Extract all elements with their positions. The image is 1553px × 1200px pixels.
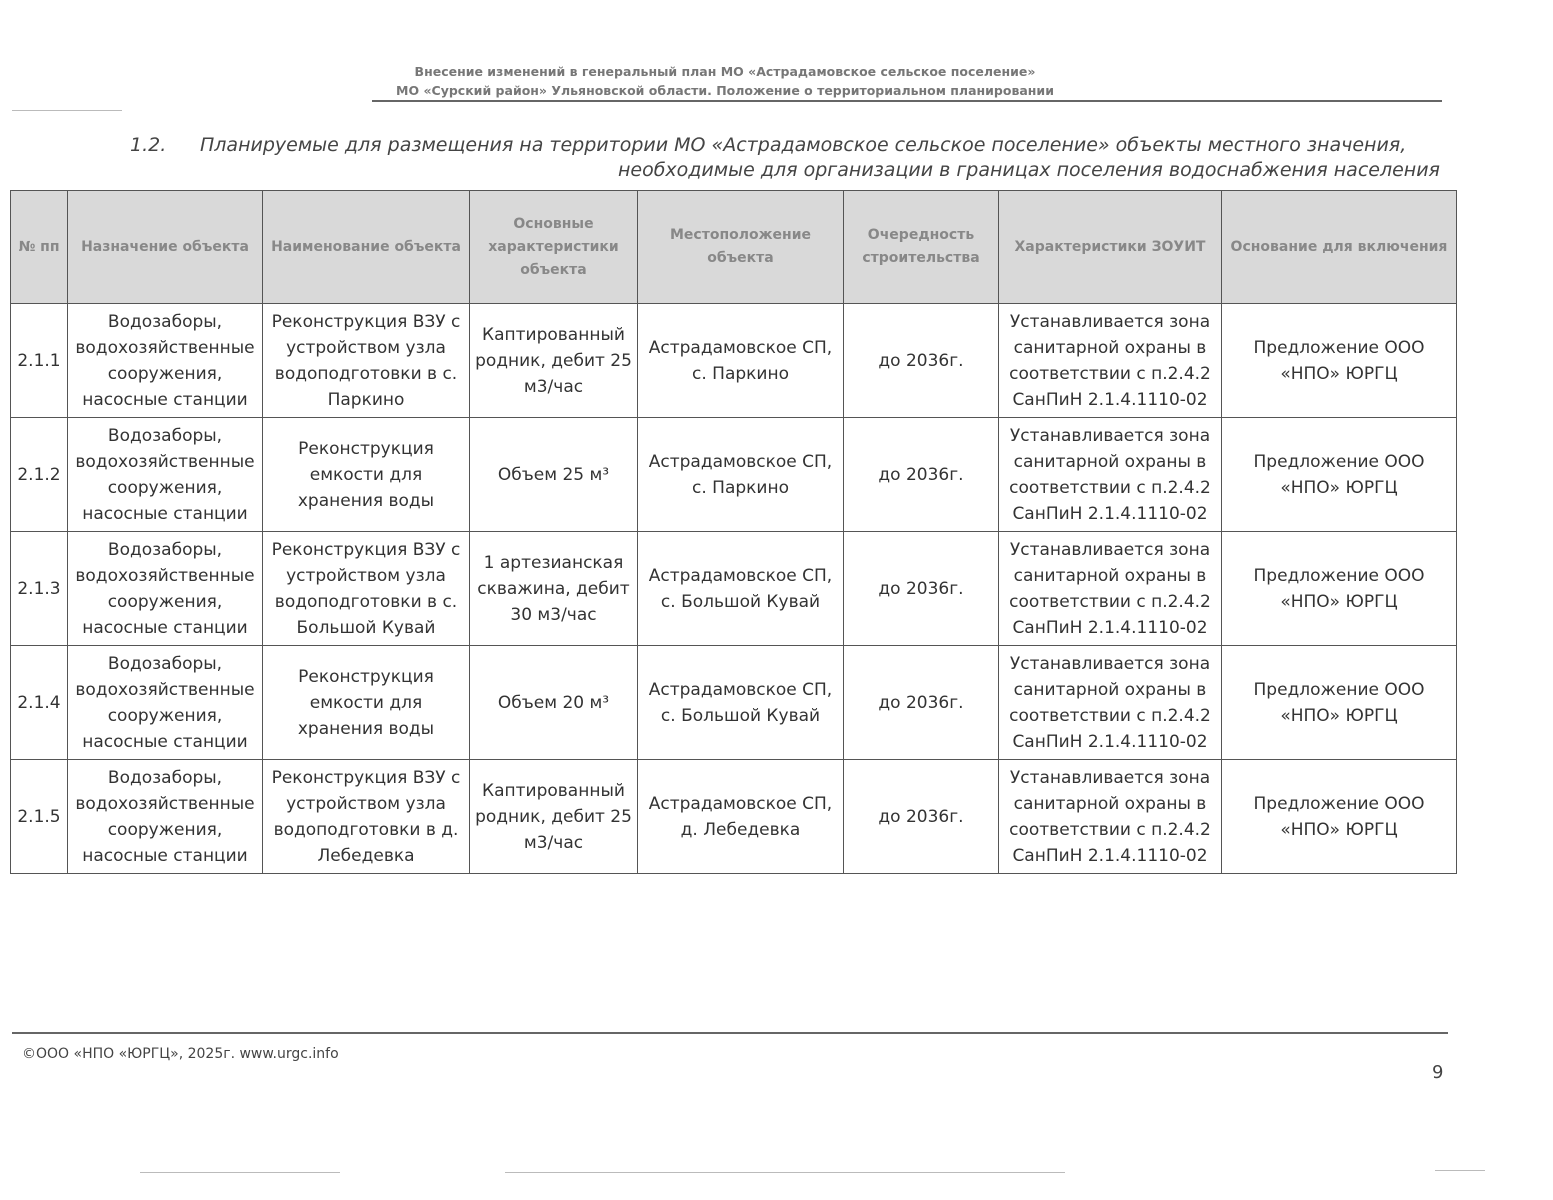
cell-num: 2.1.4	[11, 646, 68, 760]
cell-name: Реконструкция емкости для хранения воды	[263, 646, 470, 760]
cell-characteristics: 1 артезианская скважина, дебит 30 м3/час	[470, 532, 638, 646]
page-number: 9	[1432, 1062, 1444, 1083]
section-title	[130, 133, 1440, 183]
header-num: № пп	[11, 191, 68, 304]
section-title-line-2: необходимые для организации в границах поселения водоснабжения населения	[617, 159, 1440, 181]
header-line-1: Внесение изменений в генеральный план МО «Астрадамовское сельское поселение»	[414, 64, 1036, 79]
table-row	[11, 304, 1457, 418]
cell-name: Реконструкция ВЗУ с устройством узла водоподготовки в д. Лебедевка	[263, 760, 470, 874]
cell-characteristics: Каптированный родник, дебит 25 м3/час	[470, 304, 638, 418]
cell-characteristics: Объем 25 м³	[470, 418, 638, 532]
cell-purpose: Водозаборы, водохозяйственные сооружения, насосные станции	[68, 304, 263, 418]
header-location: Местоположение объекта	[638, 191, 844, 304]
cell-zouit: Устанавливается зона санитарной охраны в соответствии с п.2.4.2 СанПиН 2.1.4.1110-02	[999, 532, 1222, 646]
cell-zouit: Устанавливается зона санитарной охраны в соответствии с п.2.4.2 СанПиН 2.1.4.1110-02	[999, 304, 1222, 418]
cell-location: Астрадамовское СП, д. Лебедевка	[638, 760, 844, 874]
cell-location: Астрадамовское СП, с. Большой Кувай	[638, 646, 844, 760]
cell-characteristics: Объем 20 м³	[470, 646, 638, 760]
cell-num: 2.1.2	[11, 418, 68, 532]
cell-location: Астрадамовское СП, с. Большой Кувай	[638, 532, 844, 646]
footer-copyright: ©ООО «НПО «ЮРГЦ», 2025г. www.urgc.info	[22, 1046, 339, 1062]
table-header-row	[11, 191, 1457, 304]
cell-purpose: Водозаборы, водохозяйственные сооружения, насосные станции	[68, 760, 263, 874]
scan-artifact	[505, 1172, 1065, 1173]
section-number: 1.2.	[130, 134, 167, 156]
cell-location: Астрадамовское СП, с. Паркино	[638, 418, 844, 532]
cell-name: Реконструкция ВЗУ с устройством узла водоподготовки в с. Паркино	[263, 304, 470, 418]
objects-table	[10, 190, 1457, 874]
section-title-line-1: Планируемые для размещения на территории МО «Астрадамовское сельское поселение» объекты местного значения,	[200, 134, 1407, 156]
cell-order: до 2036г.	[844, 532, 999, 646]
table-row	[11, 760, 1457, 874]
cell-name: Реконструкция емкости для хранения воды	[263, 418, 470, 532]
cell-name: Реконструкция ВЗУ с устройством узла водоподготовки в с. Большой Кувай	[263, 532, 470, 646]
header-line-2: МО «Сурский район» Ульяновской области. Положение о территориальном планировании	[396, 83, 1054, 98]
footer-divider	[12, 1032, 1448, 1034]
cell-basis: Предложение ООО «НПО» ЮРГЦ	[1222, 532, 1457, 646]
header-divider	[372, 100, 1442, 102]
header-basis: Основание для включения	[1222, 191, 1457, 304]
cell-order: до 2036г.	[844, 418, 999, 532]
document-header	[0, 62, 1450, 100]
cell-order: до 2036г.	[844, 304, 999, 418]
header-order: Очередность строительства	[844, 191, 999, 304]
cell-basis: Предложение ООО «НПО» ЮРГЦ	[1222, 418, 1457, 532]
table-row	[11, 532, 1457, 646]
header-name: Наименование объекта	[263, 191, 470, 304]
cell-characteristics: Каптированный родник, дебит 25 м3/час	[470, 760, 638, 874]
cell-num: 2.1.5	[11, 760, 68, 874]
header-purpose: Назначение объекта	[68, 191, 263, 304]
cell-purpose: Водозаборы, водохозяйственные сооружения, насосные станции	[68, 646, 263, 760]
table-row	[11, 418, 1457, 532]
cell-basis: Предложение ООО «НПО» ЮРГЦ	[1222, 304, 1457, 418]
cell-num: 2.1.3	[11, 532, 68, 646]
cell-order: до 2036г.	[844, 646, 999, 760]
cell-zouit: Устанавливается зона санитарной охраны в соответствии с п.2.4.2 СанПиН 2.1.4.1110-02	[999, 418, 1222, 532]
cell-order: до 2036г.	[844, 760, 999, 874]
table-row	[11, 646, 1457, 760]
cell-purpose: Водозаборы, водохозяйственные сооружения, насосные станции	[68, 418, 263, 532]
cell-basis: Предложение ООО «НПО» ЮРГЦ	[1222, 760, 1457, 874]
cell-zouit: Устанавливается зона санитарной охраны в соответствии с п.2.4.2 СанПиН 2.1.4.1110-02	[999, 646, 1222, 760]
cell-zouit: Устанавливается зона санитарной охраны в соответствии с п.2.4.2 СанПиН 2.1.4.1110-02	[999, 760, 1222, 874]
header-characteristics: Основные характеристики объекта	[470, 191, 638, 304]
header-zouit: Характеристики ЗОУИТ	[999, 191, 1222, 304]
cell-basis: Предложение ООО «НПО» ЮРГЦ	[1222, 646, 1457, 760]
scan-artifact	[140, 1172, 340, 1173]
cell-num: 2.1.1	[11, 304, 68, 418]
cell-location: Астрадамовское СП, с. Паркино	[638, 304, 844, 418]
scan-artifact	[1435, 1170, 1485, 1171]
scan-artifact	[12, 110, 122, 111]
cell-purpose: Водозаборы, водохозяйственные сооружения, насосные станции	[68, 532, 263, 646]
